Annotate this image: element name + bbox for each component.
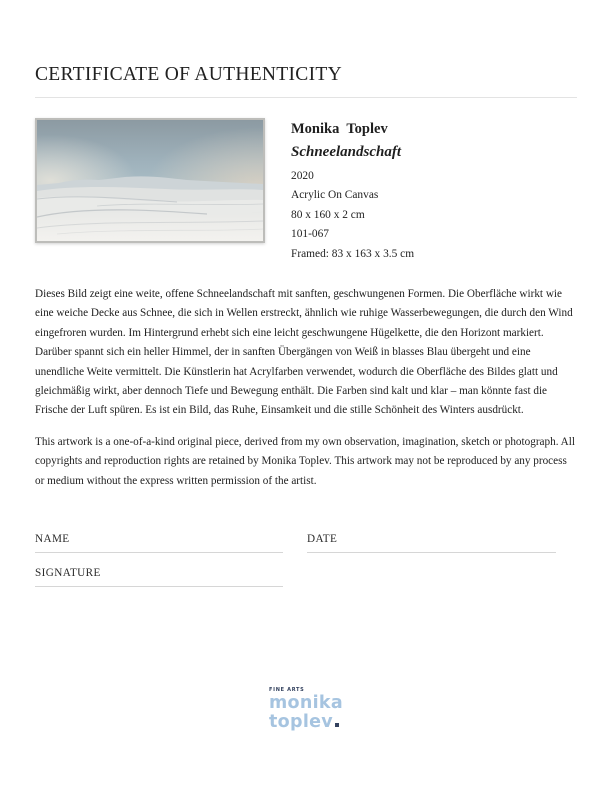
artwork-size: 80 x 160 x 2 cm xyxy=(291,208,365,221)
artwork-details xyxy=(265,118,414,264)
logo-tagline: FINE ARTS xyxy=(269,687,305,693)
description-german: Dieses Bild zeigt eine weite, offene Schneelandschaft mit sanften, geschwungenen Formen. Die Oberfläche wirkt wie eine weiche Decke aus Schnee, die sich in Wellen erstreckt, ähnlich wie ruhige Wasserbewegungen, die durch den Wind eingefroren wurden. Im Hintergrund erhebt sich eine leicht geschwungene Hügelkette, die den Horizont markiert. Darüber spannt sich ein heller Himmel, der in sanften Übergängen von Weiß in blasses Blau übergeht und eine unendliche Weite vermittelt. Die Künstlerin hat Acrylfarben verwendet, wodurch die Oberfläche des Bildes glatt und gleichmäßig wirkt, aber dennoch Tiefe und Bewegung enthält. Die Farben sind kalt und klar – man könnte fast die Frische der Luft spüren. Es ist ein Bild, das Ruhe, Einsamkeit und die stille Schönheit des Winters ausdrückt. xyxy=(35,288,573,417)
page-title: CERTIFICATE OF AUTHENTICITY xyxy=(35,64,342,85)
artwork-year: 2020 xyxy=(291,170,314,182)
name-field: NAME xyxy=(35,533,283,553)
signature-block-row-1 xyxy=(35,533,577,553)
artwork-medium: Acrylic On Canvas xyxy=(291,189,379,202)
artist-logo xyxy=(269,687,343,732)
artwork-framed-size: Framed: 83 x 163 x 3.5 cm xyxy=(291,247,415,260)
artist-name: Monika Toplev xyxy=(291,121,388,137)
title-divider xyxy=(35,97,577,98)
logo-name-line-2 xyxy=(269,713,343,732)
logo-dot xyxy=(335,723,339,727)
signature-block-row-2 xyxy=(35,567,577,587)
signature-field: SIGNATURE xyxy=(35,567,283,587)
date-field: DATE xyxy=(307,533,556,553)
artwork-image xyxy=(35,118,265,243)
artwork-number: 101-067 xyxy=(291,228,329,241)
logo-name-text: toplev xyxy=(269,712,334,732)
copyright-statement: This artwork is a one-of-a-kind original piece, derived from my own observation, imagination, sketch or photograph. All copyrights and reproduction rights are retained by Monika Toplev. This artwork may not be reproduced by any process or medium without the express written permission of the artist. xyxy=(35,435,575,487)
snow-landscape-illustration xyxy=(37,120,263,241)
logo-name-line-1: monika xyxy=(269,693,343,713)
artwork-title: Schneelandschaft xyxy=(291,144,402,160)
artwork-section xyxy=(35,118,577,264)
